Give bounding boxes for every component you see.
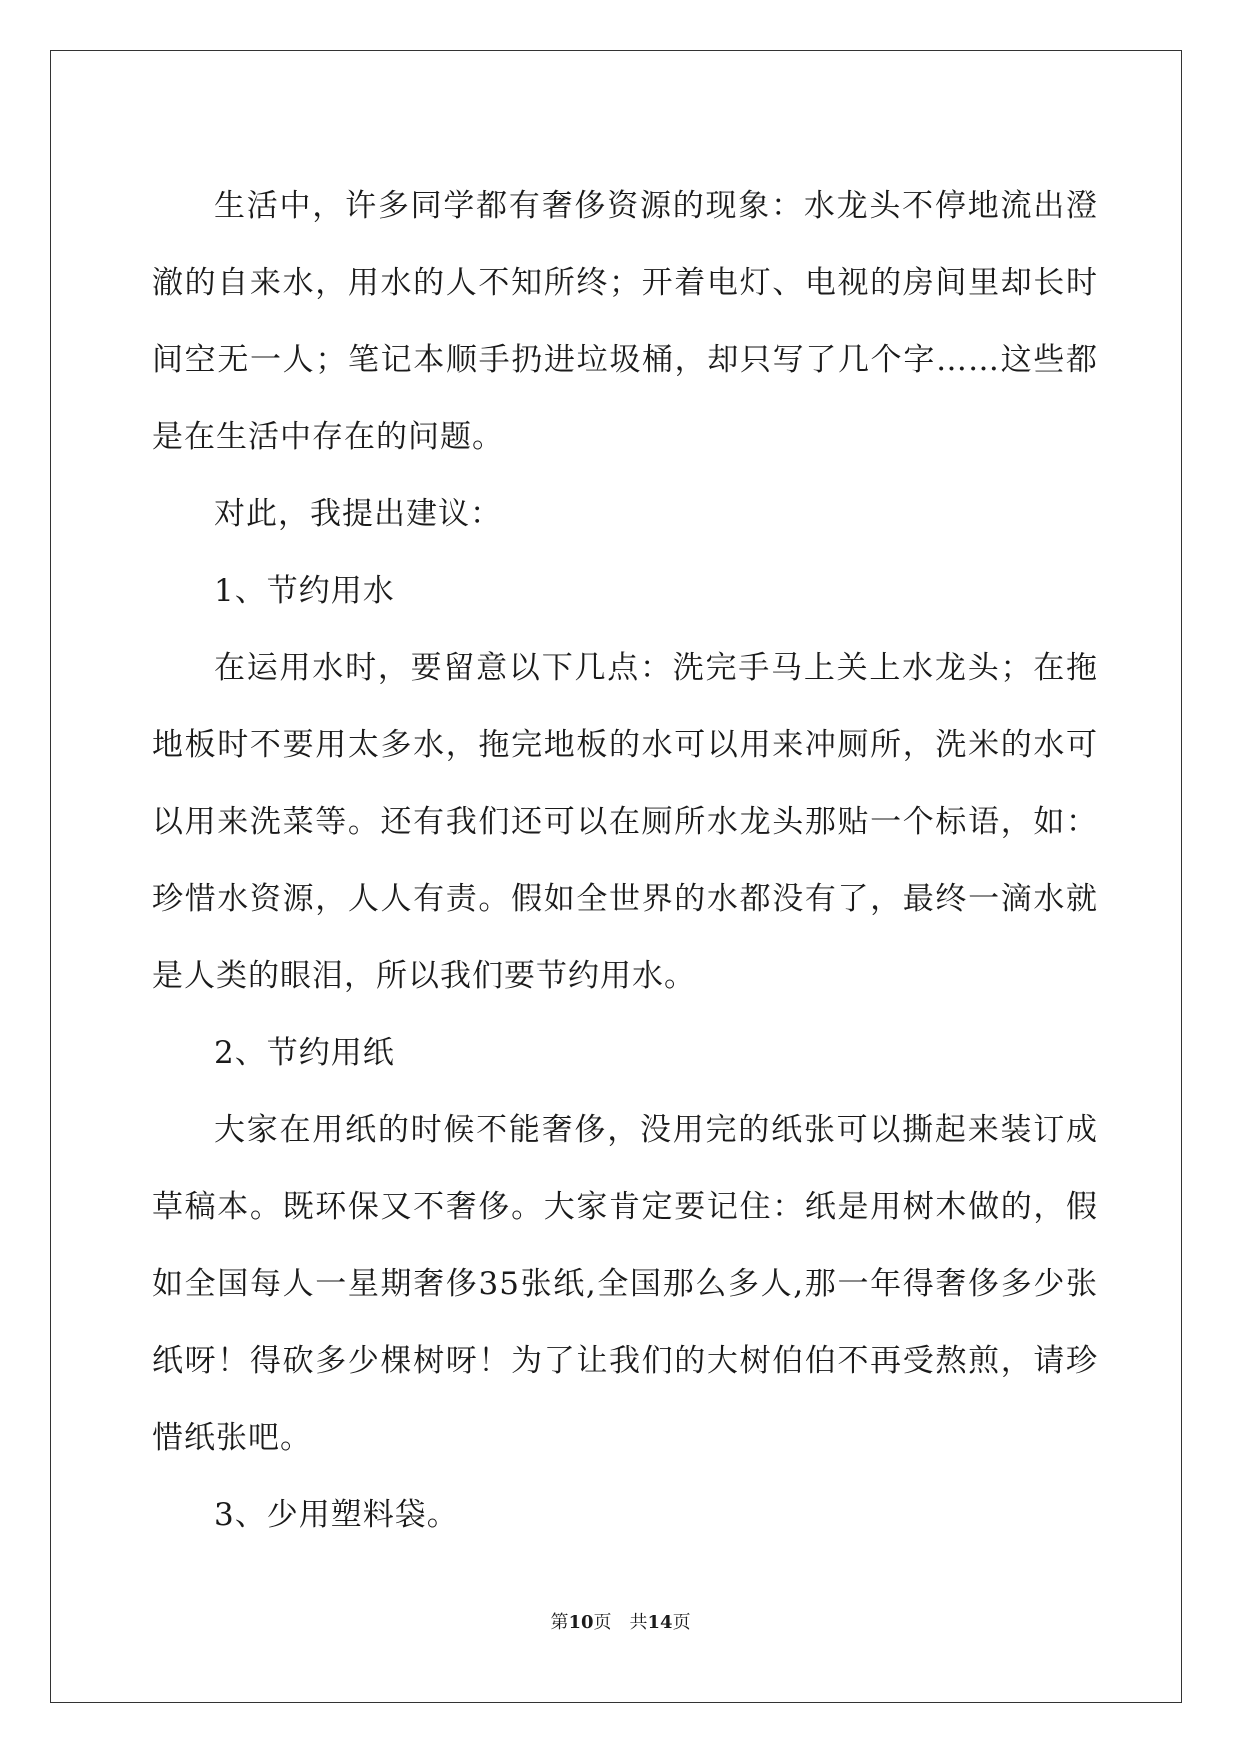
paragraph-save-water: 在运用水时，要留意以下几点：洗完手马上关上水龙头；在拖地板时不要用太多水，拖完地板的水可以用来冲厕所，洗米的水可以用来洗菜等。还有我们还可以在厕所水龙头那贴一个标语，如：珍惜水资源，人人有责。假如全世界的水都没有了，最终一滴水就是人类的眼泪，所以我们要节约用水。 — [152, 650, 1098, 994]
heading-save-paper: 2、节约用纸 — [214, 1035, 395, 1071]
heading-save-water: 1、节约用水 — [214, 573, 395, 609]
total-suffix: 页 — [672, 1612, 691, 1633]
document-body — [152, 168, 1098, 1554]
page-prefix: 第 — [550, 1612, 569, 1633]
paragraph-save-paper: 大家在用纸的时候不能奢侈，没用完的纸张可以撕起来装订成草稿本。既环保又不奢侈。大家肯定要记住：纸是用树木做的，假如全国每人一星期奢侈35张纸,全国那么多人,那一年得奢侈多少张纸呀！得砍多少棵树呀！为了让我们的大树伯伯不再受熬煎，请珍惜纸张吧。 — [152, 1112, 1098, 1456]
page-total: 14 — [647, 1612, 673, 1633]
paragraph-waste-problem: 生活中，许多同学都有奢侈资源的现象：水龙头不停地流出澄澈的自来水，用水的人不知所终；开着电灯、电视的房间里却长时间空无一人；笔记本顺手扔进垃圾桶，却只写了几个字……这些都是在生活中存在的问题。 — [152, 188, 1098, 455]
page-current: 10 — [568, 1612, 594, 1633]
page-suffix: 页 — [593, 1612, 612, 1633]
heading-less-plastic-bags: 3、少用塑料袋。 — [214, 1497, 459, 1533]
page-footer — [0, 1608, 1241, 1634]
total-prefix: 共 — [629, 1612, 648, 1633]
paragraph-suggestion-intro: 对此，我提出建议： — [214, 496, 502, 532]
